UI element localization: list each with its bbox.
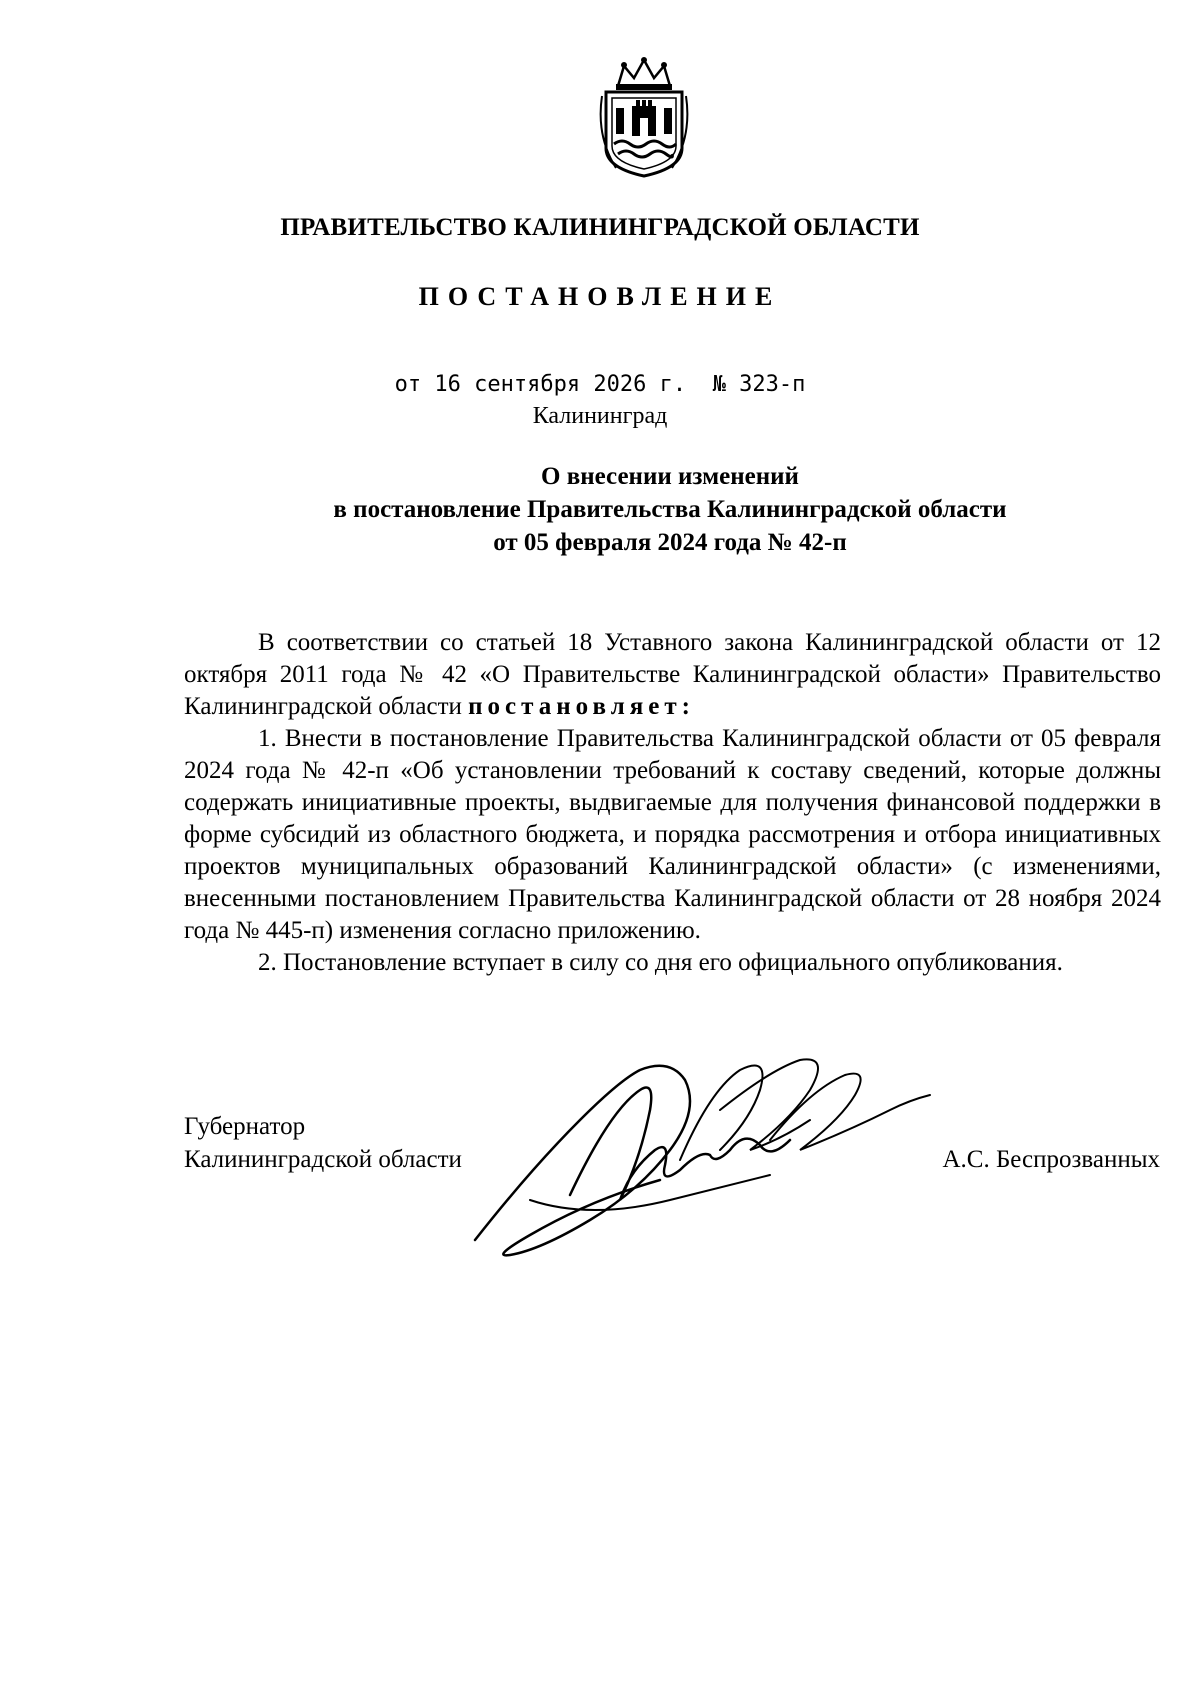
- item-1-paragraph: 1. Внести в постановление Правительства Калининградской области от 05 февраля 2024 года № 42-п «Об установлении требований к составу сведений, которые должны содержать инициативные проекты, выдвигаемые для получения финансовой поддержки в форме субсидий из областного бюджета, и порядка рассмотрения и отбора инициативных проектов муниципальных образований Калининградской области» (с изменениями, внесенными постановлением Правительства Калининградской области от 28 ноября 2024 года № 445-п) изменения согласно приложению.: [184, 725, 1161, 944]
- signatory-title-line-2: Калининградской области: [184, 1146, 462, 1173]
- coat-of-arms-icon: [596, 56, 692, 180]
- document-subject: [285, 460, 1055, 559]
- subject-line-1: О внесении изменений: [541, 463, 799, 490]
- preamble-verb: постановляет:: [468, 693, 695, 720]
- date-prefix: от: [394, 372, 422, 397]
- preamble-paragraph: [184, 627, 1161, 723]
- signatory-name: А.С. Беспрозванных: [942, 1146, 1160, 1173]
- preamble-text: В соответствии со статьей 18 Уставного закона Калининградской области от 12 октября 2011 года № 42 «О Правительстве Калининградской области» Правительство Калининградской области: [184, 629, 1161, 720]
- item-2-paragraph: 2. Постановление вступает в силу со дня его официального опубликования.: [258, 949, 1063, 976]
- organization-name: ПРАВИТЕЛЬСТВО КАЛИНИНГРАДСКОЙ ОБЛАСТИ: [280, 214, 920, 241]
- signatory-title-line-1: Губернатор: [184, 1113, 306, 1140]
- document-city: Калининград: [532, 403, 668, 429]
- subject-line-2: в постановление Правительства Калининградской области: [333, 496, 1007, 523]
- document-number: № 323-п: [712, 372, 806, 397]
- document-date: 16 сентября 2026 г.: [434, 372, 687, 397]
- signatory-title: [184, 1110, 462, 1176]
- document-body: [184, 627, 1161, 979]
- document-meta: [0, 372, 1200, 430]
- date-line: [395, 372, 806, 397]
- document-type: ПОСТАНОВЛЕНИЕ: [418, 282, 782, 311]
- handwritten-signature-icon: [470, 1050, 940, 1280]
- subject-line-3: от 05 февраля 2024 года № 42-п: [493, 529, 847, 556]
